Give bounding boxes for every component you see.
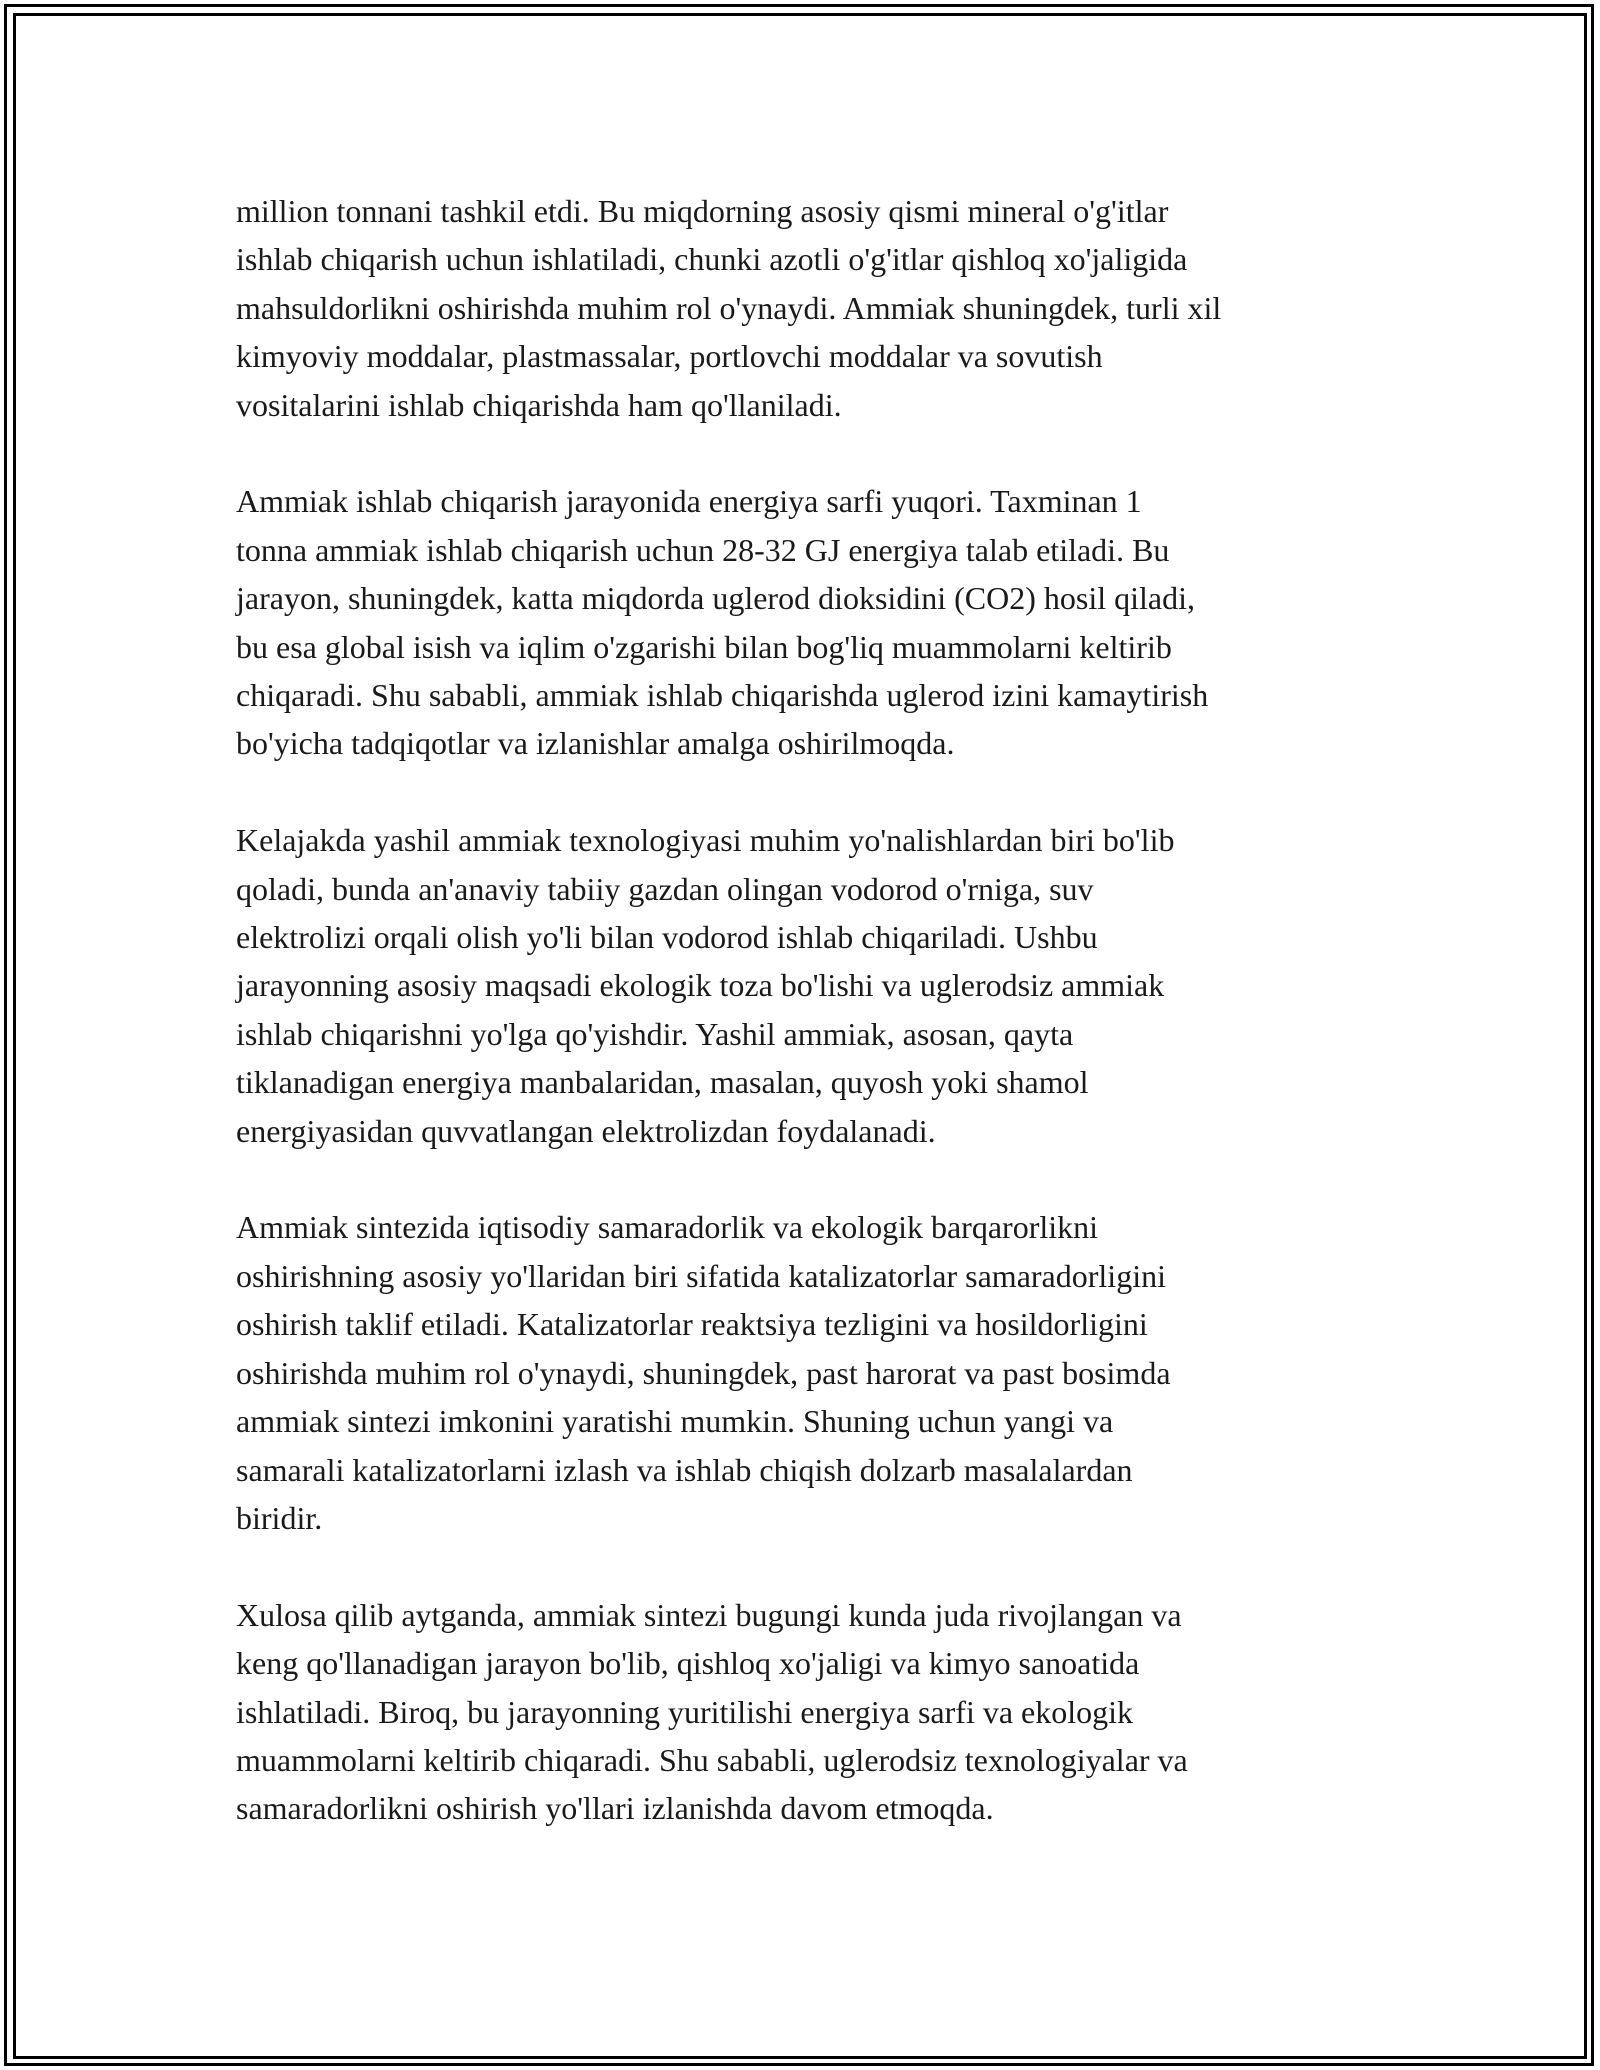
paragraph-2: Ammiak ishlab chiqarish jarayonida energiya sarfi yuqori. Taxminan 1 tonna ammiak ishlab chiqarish uchun 28-32 GJ energiya talab etiladi. Bu jarayon, shuningdek, katta miqdorda uglerod dioksidini (CO2) hosil qiladi, bu esa global isish va iqlim o'zgarishi bilan bog'liq muammolarni keltirib chiqaradi. Shu sababli, ammiak ishlab chiqarishda uglerod izini kamaytirish bo'yicha tadqiqotlar va izlanishlar amalga oshirilmoqda. (236, 483, 1209, 762)
document-body (236, 187, 1376, 1833)
paragraph-1: million tonnani tashkil etdi. Bu miqdorning asosiy qismi mineral o'g'itlar ishlab chiqarish uchun ishlatiladi, chunki azotli o'g'itlar qishloq xo'jaligida mahsuldorlikni oshirishda muhim rol o'ynaydi. Ammiak shuningdek, turli xil kimyoviy moddalar, plastmassalar, portlovchi moddalar va sovutish vositalarini ishlab chiqarishda ham qo'llaniladi. (236, 193, 1222, 423)
paragraph-3: Kelajakda yashil ammiak texnologiyasi muhim yo'nalishlardan biri bo'lib qoladi, bunda an'anaviy tabiiy gazdan olingan vodorod o'rniga, suv elektrolizi orqali olish yo'li bilan vodorod ishlab chiqariladi. Ushbu jarayonning asosiy maqsadi ekologik toza bo'lishi va uglerodsiz ammiak ishlab chiqarishni yo'lga qo'yishdir. Yashil ammiak, asosan, qayta tiklanadigan energiya manbalaridan, masalan, quyosh yoki shamol energiyasidan quvvatlangan elektrolizdan foydalanadi. (236, 822, 1175, 1149)
paragraph-5: Xulosa qilib aytganda, ammiak sintezi bugungi kunda juda rivojlangan va keng qo'llanadigan jarayon bo'lib, qishloq xo'jaligi va kimyo sanoatida ishlatiladi. Biroq, bu jarayonning yuritilishi energiya sarfi va ekologik muammolarni keltirib chiqaradi. Shu sababli, uglerodsiz texnologiyalar va samaradorlikni oshirish yo'llari izlanishda davom etmoqda. (236, 1596, 1188, 1827)
paragraph-4: Ammiak sintezida iqtisodiy samaradorlik va ekologik barqarorlikni oshirishning asosiy yo'llaridan biri sifatida katalizatorlar samaradorligini oshirish taklif etiladi. Katalizatorlar reaktsiya tezligini va hosildorligini oshirishda muhim rol o'ynaydi, shuningdek, past harorat va past bosimda ammiak sintezi imkonini yaratishi mumkin. Shuning uchun yangi va samarali katalizatorlarni izlash va ishlab chiqish dolzarb masalalardan biridir. (236, 1209, 1171, 1536)
